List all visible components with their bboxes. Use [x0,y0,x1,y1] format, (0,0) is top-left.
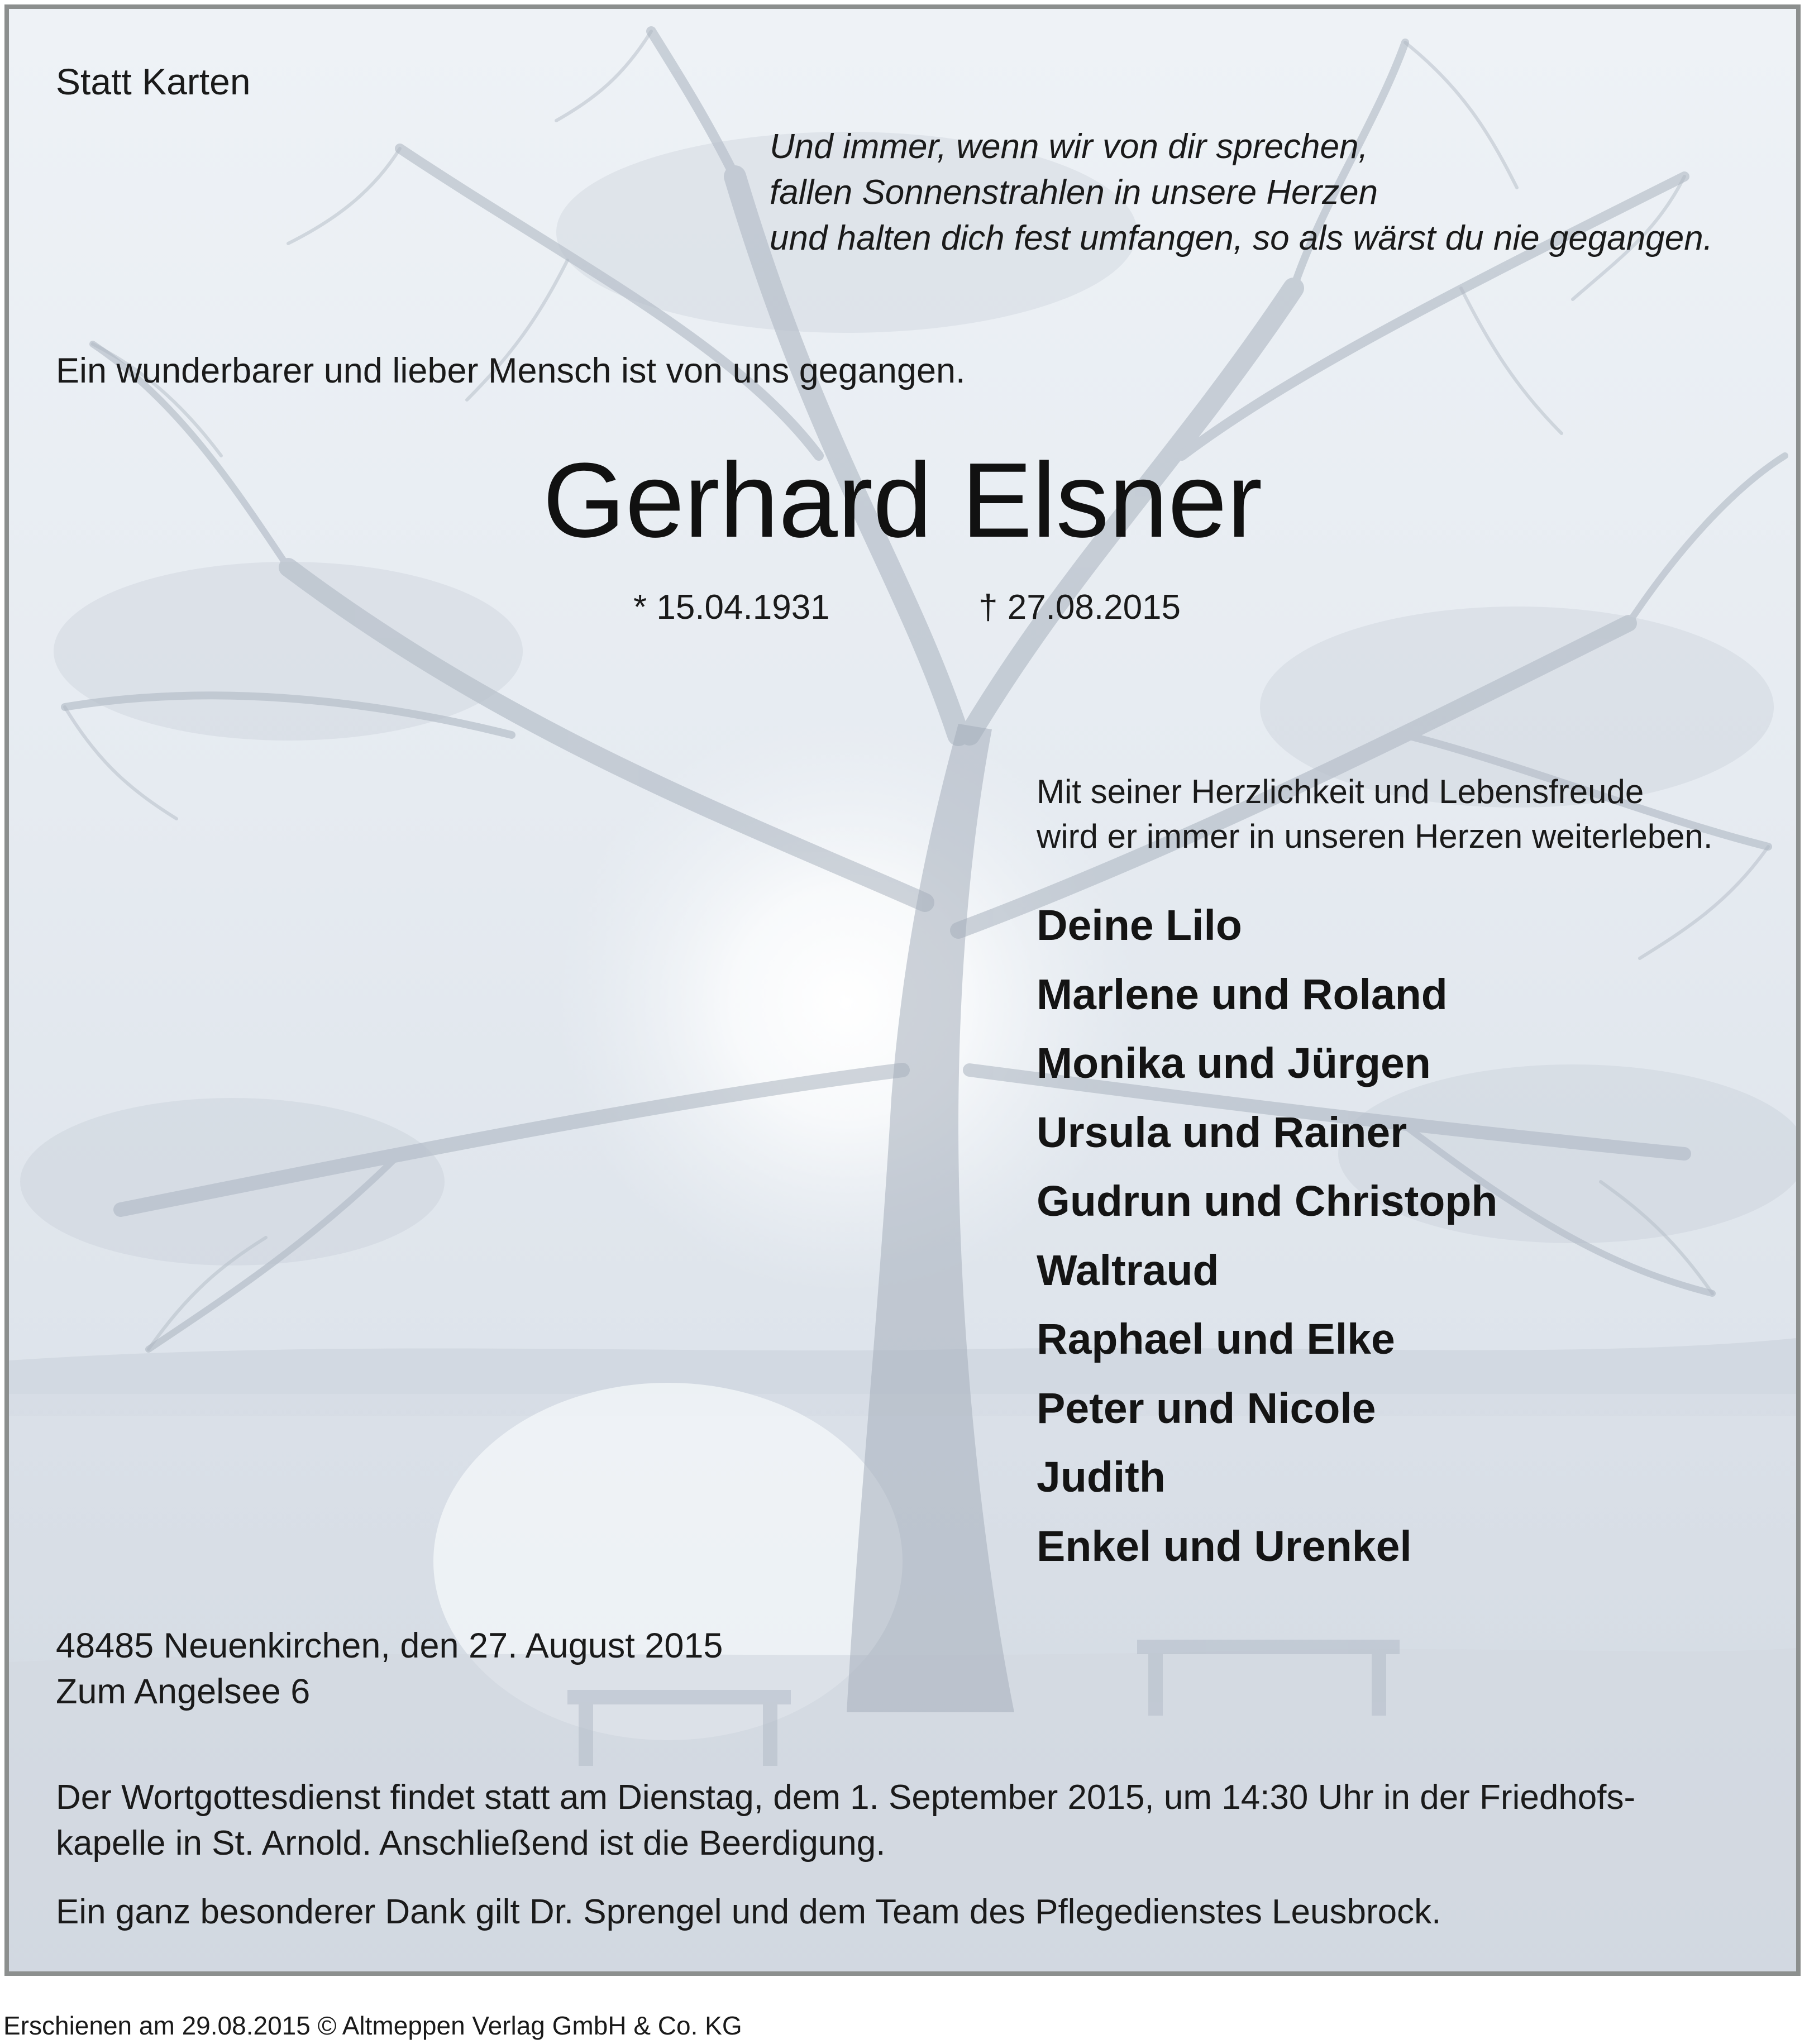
publication-footer: Erschienen am 29.08.2015 © Altmeppen Verlag GmbH & Co. KG [3,2011,742,2040]
motto-line: fallen Sonnenstrahlen in unsere Herzen [770,173,1378,212]
obituary-notice [4,4,1801,1976]
mourner-name: Gudrun und Christoph [1037,1177,1498,1225]
birth-date: * 15.04.1931 [633,588,830,627]
mourner-name: Raphael und Elke [1037,1315,1395,1363]
motto-line: Und immer, wenn wir von dir sprechen, [770,127,1368,166]
thanks-line: Ein ganz besonderer Dank gilt Dr. Sprengel und dem Team des Pflegedienstes Leusbrock. [56,1893,1441,1931]
mourner-name: Peter und Nicole [1037,1384,1376,1432]
motto-line: und halten dich fest umfangen, so als wärst du nie gegangen. [770,219,1713,257]
address-line: Zum Angelsee 6 [56,1672,311,1711]
motto-verse [770,124,1713,261]
mourners-list [1037,891,1497,1581]
intro-line: Ein wunderbarer und lieber Mensch ist von uns gegangen. [56,351,966,390]
mourner-name: Waltraud [1037,1246,1219,1295]
address-line: 48485 Neuenkirchen, den 27. August 2015 [56,1626,723,1665]
mourner-name: Judith [1037,1453,1166,1501]
tribute-text [1037,770,1713,859]
address-block [56,1623,723,1715]
death-date: † 27.08.2015 [978,588,1181,627]
mourner-name: Monika und Jürgen [1037,1039,1431,1087]
mourner-name: Enkel und Urenkel [1037,1522,1412,1570]
deceased-name: Gerhard Elsner [542,441,1263,560]
mourner-name: Ursula und Rainer [1037,1108,1407,1157]
service-line: kapelle in St. Arnold. Anschließend ist die Beerdigung. [56,1824,886,1862]
tribute-line: wird er immer in unseren Herzen weiterleben. [1037,818,1713,855]
mourner-name: Marlene und Roland [1037,970,1448,1019]
header-statt-karten: Statt Karten [56,61,251,102]
service-info [56,1775,1635,1866]
service-line: Der Wortgottesdienst findet statt am Dienstag, dem 1. September 2015, um 14:30 Uhr in der Friedhofs- [56,1778,1636,1817]
tribute-line: Mit seiner Herzlichkeit und Lebensfreude [1037,773,1644,810]
mourner-name: Deine Lilo [1037,901,1242,949]
